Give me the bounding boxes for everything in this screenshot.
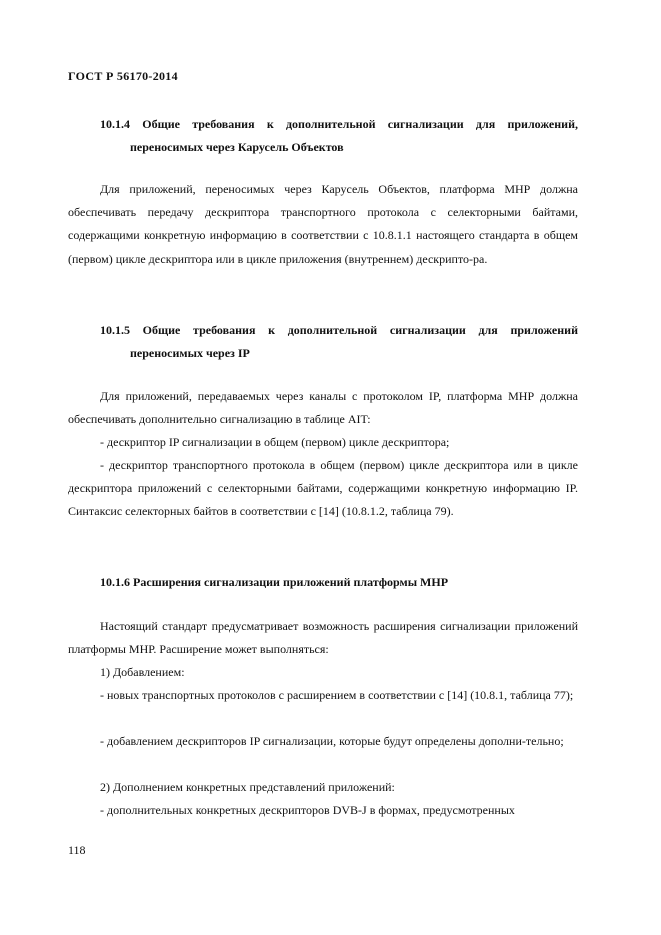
section-heading-10-1-6 bbox=[100, 571, 578, 594]
section-paragraph: Для приложений, переносимых через Карусель Объектов, платформа МНР должна обеспечивать передачу дескриптора транспортного протокола с селекторными байтами, содержащими конкретную информацию в соответствии с 10.8.1.1 настоящего стандарта в общем (первом) цикле дескриптора или в цикле приложения (внутреннем) дескрипто-ра. bbox=[68, 182, 578, 266]
section-paragraph: Для приложений, передаваемых через каналы с протоколом IP, платформа МНР должна обеспечивать дополнительно сигнализацию в таблице AIT: bbox=[68, 389, 578, 427]
section-heading-line-1: 10.1.5 Общие требования к дополнительной сигнализации для приложений bbox=[100, 323, 578, 337]
list-item: 1) Добавлением: bbox=[100, 665, 185, 679]
section-paragraph: Настоящий стандарт предусматривает возможность расширения сигнализации приложений платформы МНР. Расширение может выполняться: bbox=[68, 619, 578, 657]
page-number: 118 bbox=[68, 843, 86, 857]
list-item: - дескриптор транспортного протокола в общем (первом) цикле дескриптора или в цикле дескриптора приложений с селекторными байтами, содержащими конкретную информацию IP. Синтаксис селекторных байтов в соответствии с [14] (10.8.1.2, таблица 79). bbox=[68, 458, 578, 519]
list-item: - новых транспортных протоколов с расширением в соответствии с [14] (10.8.1, таблица 77); bbox=[100, 688, 574, 702]
document-header: ГОСТ Р 56170-2014 bbox=[68, 69, 178, 83]
section-heading-10-1-4 bbox=[100, 113, 578, 159]
list-item: 2) Дополнением конкретных представлений приложений: bbox=[100, 780, 395, 794]
list-item: - дополнительных конкретных дескрипторов DVB-J в формах, предусмотренных bbox=[100, 803, 515, 817]
section-heading-line-2: переносимых через Карусель Объектов bbox=[130, 140, 344, 154]
list-item: - дескриптор IP сигнализации в общем (первом) цикле дескриптора; bbox=[100, 435, 450, 449]
list-item: - добавлением дескрипторов IP сигнализации, которые будут определены дополни-тельно; bbox=[100, 734, 564, 748]
section-heading-line-1: 10.1.6 Расширения сигнализации приложений платформы МНР bbox=[100, 575, 449, 589]
section-heading-10-1-5 bbox=[100, 319, 578, 365]
section-heading-line-2: переносимых через IP bbox=[130, 346, 250, 360]
section-heading-line-1: 10.1.4 Общие требования к дополнительной сигнализации для приложений, bbox=[100, 117, 578, 131]
